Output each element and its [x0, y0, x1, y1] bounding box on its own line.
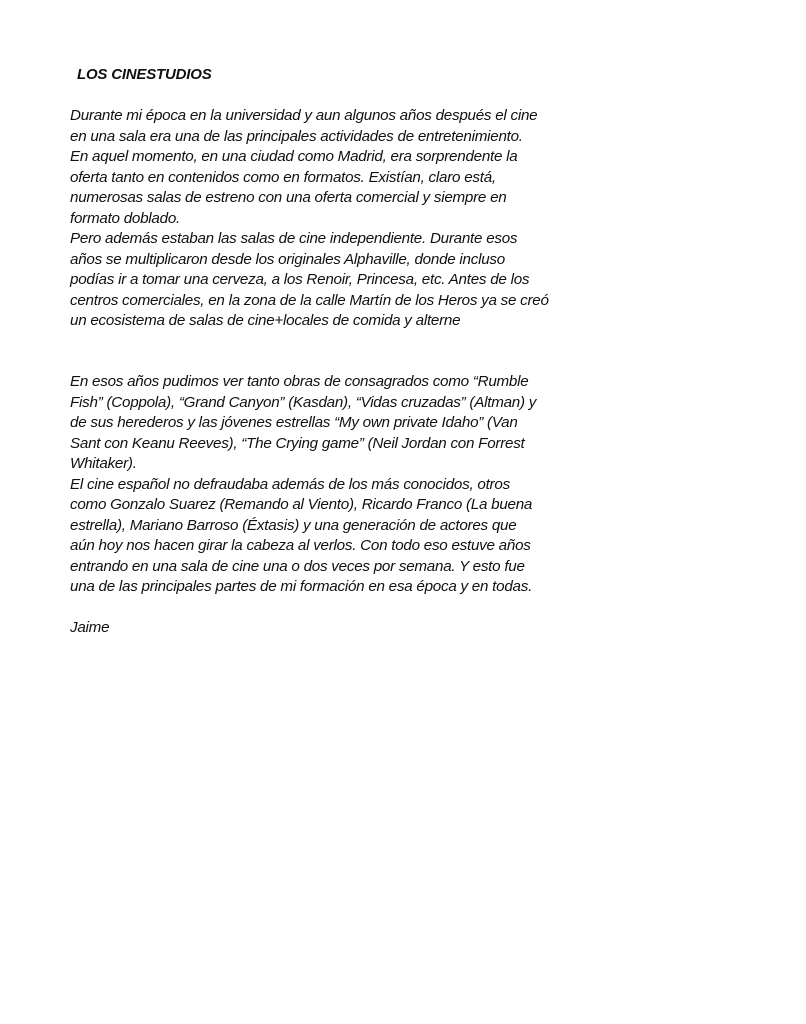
document-title: LOS CINESTUDIOS	[77, 66, 212, 83]
paragraph-2	[70, 372, 536, 598]
paragraph-1-line: Durante mi época en la universidad y aun algunos años después el cine	[70, 107, 538, 124]
paragraph-2-line: estrella), Mariano Barroso (Éxtasis) y una generación de actores que	[70, 516, 517, 534]
paragraph-1-line: En aquel momento, en una ciudad como Madrid, era sorprendente la	[70, 148, 518, 165]
paragraph-2-line: Whitaker).	[70, 455, 137, 472]
paragraph-1-line: podías ir a tomar una cerveza, a los Renoir, Princesa, etc. Antes de los	[70, 271, 530, 288]
paragraph-1-line: oferta tanto en contenidos como en formatos. Existían, claro está,	[70, 168, 496, 186]
paragraph-1-line: un ecosistema de salas de cine+locales de comida y alterne	[70, 312, 461, 329]
paragraph-1-line: formato doblado.	[70, 209, 180, 227]
signature-text: Jaime	[70, 619, 110, 636]
paragraph-2-line: como Gonzalo Suarez (Remando al Viento), Ricardo Franco (La buena	[70, 496, 533, 513]
paragraph-2-line: entrando en una sala de cine una o dos veces por semana. Y esto fue	[70, 557, 525, 575]
paragraph-1-line: Pero además estaban las salas de cine independiente. Durante esos	[70, 230, 518, 247]
paragraph-2-line: Sant con Keanu Reeves), “The Crying game” (Neil Jordan con Forrest	[70, 434, 525, 452]
paragraph-1-line: en una sala era una de las principales actividades de entretenimiento.	[70, 127, 523, 145]
paragraph-1-line: centros comerciales, en la zona de la calle Martín de los Heros ya se creó	[70, 291, 549, 309]
paragraph-1	[70, 106, 549, 332]
paragraph-1-line: numerosas salas de estreno con una oferta comercial y siempre en	[70, 189, 507, 206]
paragraph-2-line: Fish” (Coppola), “Grand Canyon” (Kasdan), “Vidas cruzadas” (Altman) y	[70, 393, 537, 411]
paragraph-2-line: aún hoy nos hacen girar la cabeza al verlos. Con todo eso estuve años	[70, 537, 531, 554]
paragraph-2-line: En esos años pudimos ver tanto obras de consagrados como “Rumble	[70, 373, 529, 390]
paragraph-2-line: El cine español no defraudaba además de los más conocidos, otros	[70, 475, 510, 493]
signature	[70, 618, 109, 639]
paragraph-2-line: una de las principales partes de mi formación en esa época y en todas.	[70, 578, 533, 595]
paragraph-2-line: de sus herederos y las jóvenes estrellas “My own private Idaho” (Van	[70, 414, 518, 431]
paragraph-1-line: años se multiplicaron desde los originales Alphaville, donde incluso	[70, 250, 505, 268]
